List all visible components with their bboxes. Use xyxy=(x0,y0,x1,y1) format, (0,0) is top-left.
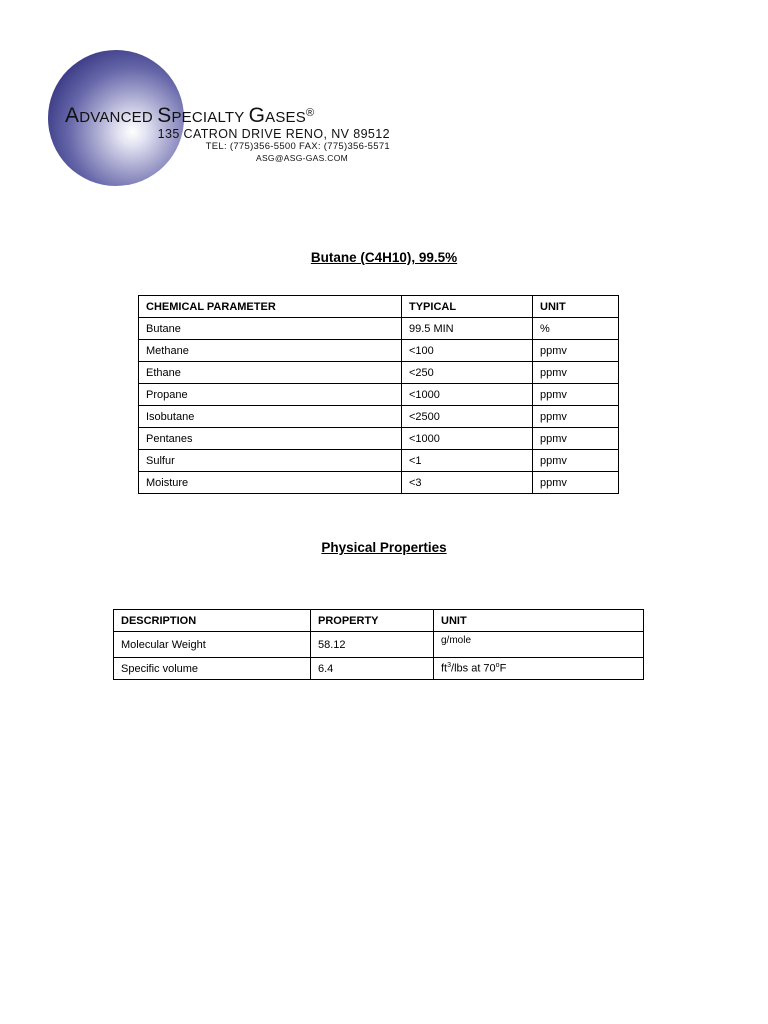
typical-cell: <3 xyxy=(402,472,533,494)
unit-cell: ppmv xyxy=(533,340,619,362)
typical-cell: 99.5 MIN xyxy=(402,318,533,340)
parameter-cell: Moisture xyxy=(139,472,402,494)
column-header: PROPERTY xyxy=(311,610,434,632)
unit-cell: $ft^3$/lbs at 70$^o$F xyxy=(434,658,644,680)
parameter-cell: Sulfur xyxy=(139,450,402,472)
parameter-cell: Propane xyxy=(139,384,402,406)
unit-cell: ppmv xyxy=(533,472,619,494)
column-header: CHEMICAL PARAMETER xyxy=(139,296,402,318)
table-row xyxy=(139,472,619,494)
column-header: DESCRIPTION xyxy=(114,610,311,632)
table-row xyxy=(139,450,619,472)
table-header-row xyxy=(139,296,619,318)
company-email: ASG@ASG-GAS.COM xyxy=(255,153,348,163)
table-row xyxy=(139,362,619,384)
table-row xyxy=(139,428,619,450)
letterhead xyxy=(48,50,408,190)
table-row xyxy=(139,318,619,340)
typical-cell: <250 xyxy=(402,362,533,384)
unit-cell: ppmv xyxy=(533,406,619,428)
unit-cell: ppmv xyxy=(533,450,619,472)
typical-cell: <1000 xyxy=(402,428,533,450)
parameter-cell: Butane xyxy=(139,318,402,340)
typical-cell: <100 xyxy=(402,340,533,362)
typical-cell: <1000 xyxy=(402,384,533,406)
company-name: ADVANCED SPECIALTY GASES® xyxy=(65,104,315,127)
company-address: 135 CATRON DRIVE RENO, NV 89512 xyxy=(157,127,390,141)
table-row xyxy=(114,658,644,680)
column-header: UNIT xyxy=(533,296,619,318)
physical-properties-title: Physical Properties xyxy=(321,540,447,555)
unit-cell: g/mole xyxy=(434,632,644,658)
column-header: TYPICAL xyxy=(402,296,533,318)
chemical-parameter-table xyxy=(138,295,619,494)
unit-cell: ppmv xyxy=(533,384,619,406)
table-row xyxy=(114,632,644,658)
physical-properties-table xyxy=(113,609,644,680)
parameter-cell: Methane xyxy=(139,340,402,362)
parameter-cell: Ethane xyxy=(139,362,402,384)
typical-cell: <2500 xyxy=(402,406,533,428)
parameter-cell: Pentanes xyxy=(139,428,402,450)
table-row xyxy=(139,340,619,362)
unit-cell: ppmv xyxy=(533,362,619,384)
unit-cell: % xyxy=(533,318,619,340)
table-row xyxy=(139,384,619,406)
typical-cell: <1 xyxy=(402,450,533,472)
parameter-cell: Isobutane xyxy=(139,406,402,428)
property-cell: 58.12 xyxy=(311,632,434,658)
company-phone: TEL: (775)356-5500 FAX: (775)356-5571 xyxy=(205,141,390,152)
product-title: Butane (C4H10), 99.5% xyxy=(310,250,458,265)
table-row xyxy=(139,406,619,428)
table-header-row xyxy=(114,610,644,632)
column-header: UNIT xyxy=(434,610,644,632)
description-cell: Molecular Weight xyxy=(114,632,311,658)
unit-cell: ppmv xyxy=(533,428,619,450)
property-cell: 6.4 xyxy=(311,658,434,680)
description-cell: Specific volume xyxy=(114,658,311,680)
